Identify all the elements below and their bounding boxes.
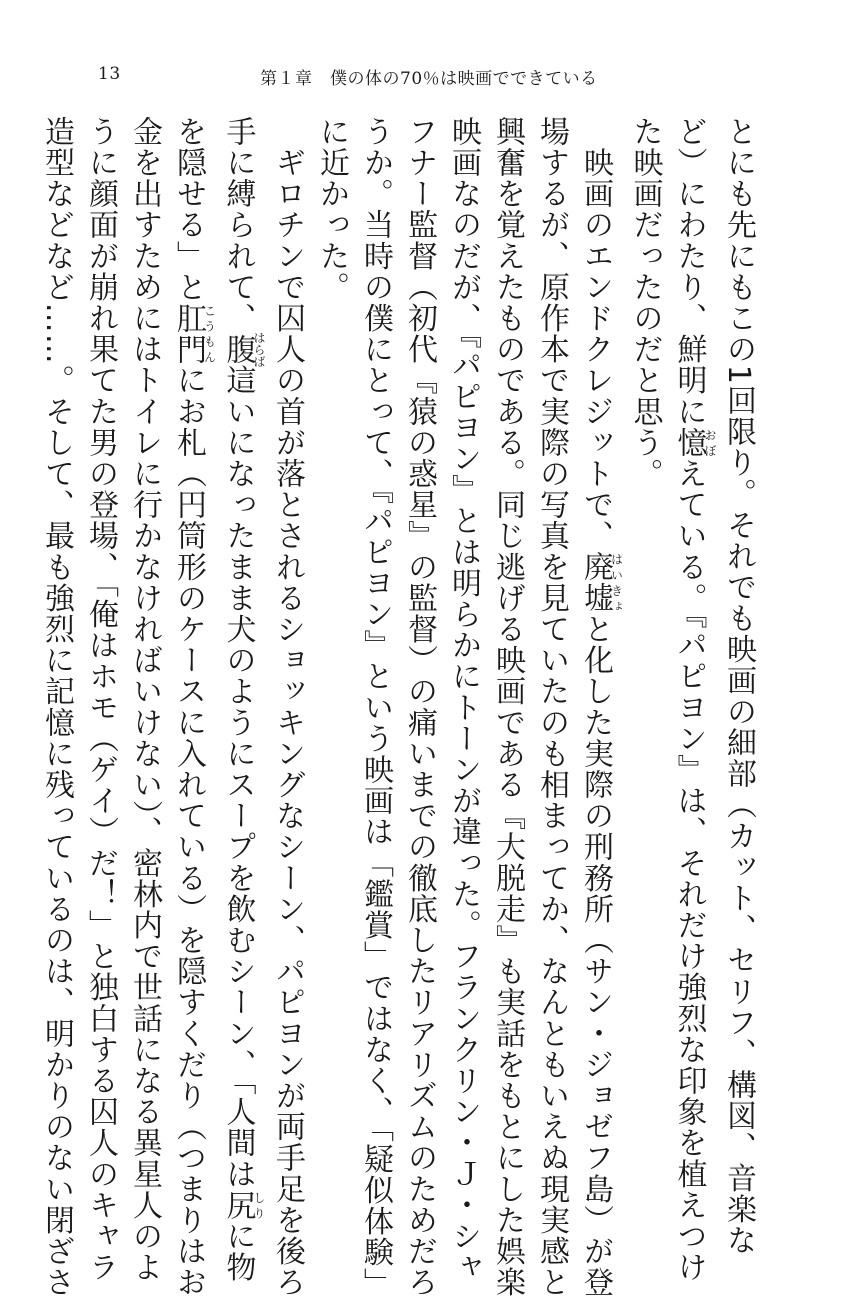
text-column [265, 116, 309, 1298]
text-column [529, 116, 573, 1298]
ruby-reading: はいきょ [609, 551, 624, 614]
furigana-word [671, 427, 717, 459]
text-run: た映画だったのだと思う。 [627, 116, 663, 490]
text-column [353, 116, 397, 1299]
text-column [441, 116, 485, 1283]
text-column [573, 116, 624, 1298]
text-run: 映画なのだが、『パピヨン』とは明らかにトーンが違った。フランクリン・Ｊ・シャ [446, 116, 481, 1283]
ruby-base: 憶 [671, 427, 707, 459]
text-run: にお札（円筒形のケースに入れている）を隠すくだり（つまりはお [171, 364, 206, 1298]
text-column [716, 116, 760, 1256]
text-run: うに顔面が崩れ果てた男の登場、「俺はホモ（ゲイ）だ！」と独白する囚人のキャラ [83, 116, 118, 1283]
text-run: うか。当時の僕にとって、『パピヨン』という映画は「鑑賞」ではなく、「疑似体験」 [358, 116, 393, 1299]
ruby-reading: おぼ [703, 427, 717, 459]
text-column [166, 116, 217, 1298]
text-run: とにも先にもこの1回限り。それでも映画の細部（カット、セリフ、構図、音楽な [721, 116, 756, 1256]
furigana-word [578, 551, 624, 614]
furigana-word [171, 302, 217, 365]
text-run: 手に縛られて、 [220, 116, 256, 334]
ruby-reading: しり [252, 1189, 266, 1221]
text-column [667, 116, 717, 1283]
text-run: 興奮を覚えたものである。同じ逃げる映画である『大脱走』も実話をもとにした娯楽 [490, 116, 525, 1298]
text-column [485, 116, 529, 1298]
furigana-word [220, 331, 266, 368]
running-head [0, 64, 841, 88]
text-column [122, 116, 166, 1283]
text-run: えている。『パピヨン』は、それだけ強烈な印象を植えつけ [671, 458, 707, 1283]
text-run: 造型などなど……。そして、最も強烈に記憶に残っているのは、明かりのない閉ざさ [39, 116, 74, 1298]
text-run: ギロチンで囚人の首が落とされるショッキングなシーン、パピヨンが両手足を後ろ [270, 116, 305, 1298]
text-column [216, 116, 266, 1283]
page-number: 13 [98, 64, 121, 84]
text-run: 這いになったまま犬のようにスープを飲むシーン、「人間は [220, 364, 256, 1190]
ruby-base: 腹 [220, 331, 256, 368]
text-run: ど）にわたり、鮮明に [671, 116, 707, 427]
ruby-base: 廃墟 [578, 551, 613, 614]
text-column [309, 116, 353, 1116]
chapter-title: 第１章 僕の体の70％は映画でできている [260, 69, 598, 89]
ruby-reading: こうもん [202, 302, 217, 365]
furigana-word [220, 1189, 266, 1221]
text-run: 場するが、原作本で実際の写真を見ていたのも相まってか、なんともいえぬ現実感と [534, 116, 569, 1298]
text-run: と化した実際の刑務所（サン・ジョゼフ島）が登 [578, 613, 613, 1298]
ruby-reading: はらば [252, 331, 266, 368]
text-run: を隠せる」と [171, 116, 206, 303]
text-run: 金を出すためにはトイレに行かなければいけない）、密林内で世話になる異星人のよ [127, 116, 162, 1283]
text-column [78, 116, 122, 1283]
body-text [39, 116, 760, 1299]
text-column [34, 116, 78, 1298]
text-run: 映画のエンドクレジットで、 [578, 116, 613, 552]
text-run: に近かった。 [314, 116, 349, 303]
text-run: に物 [220, 1220, 256, 1283]
ruby-base: 尻 [220, 1189, 256, 1221]
text-run: フナー監督（初代『猿の惑星』の監督）の痛いまでの徹底したリアリズムのためだろ [402, 116, 437, 1298]
text-column [397, 116, 441, 1298]
text-column [623, 116, 667, 1116]
ruby-base: 肛門 [171, 302, 206, 365]
